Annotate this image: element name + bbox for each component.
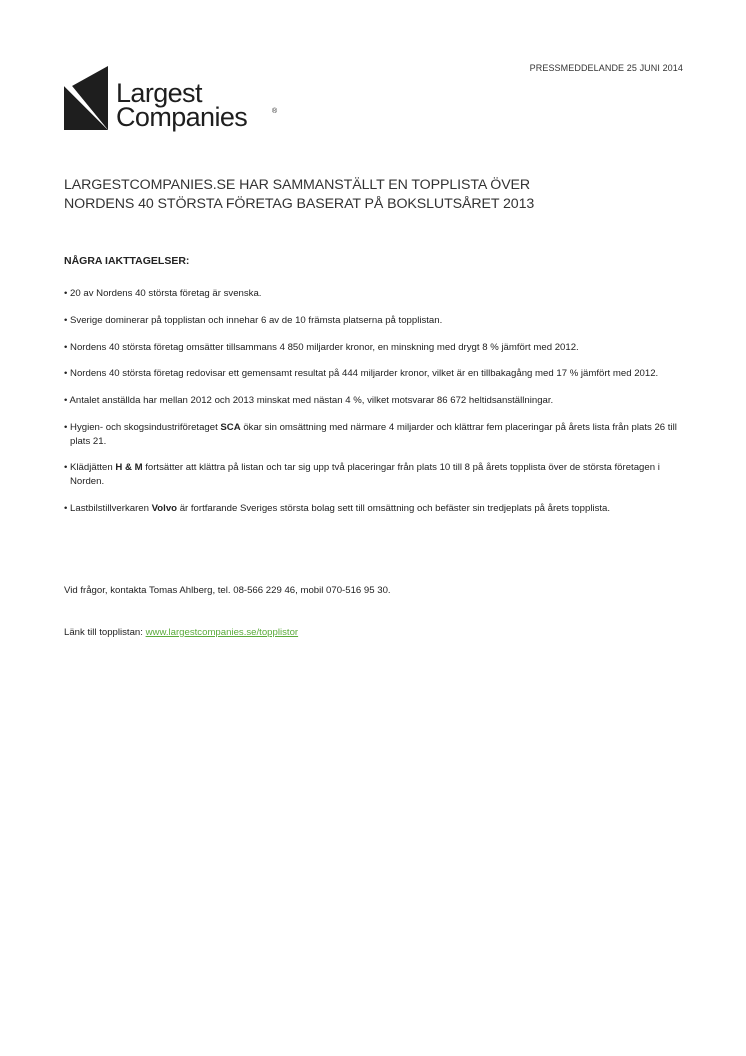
bullet-text: • Sverige dominerar på topplistan och innehar 6 av de 10 främsta platserna på topplistan. (64, 314, 443, 326)
toplist-link-label: Länk till topplistan: (64, 627, 146, 638)
largest-companies-logo (64, 64, 294, 132)
list-item (64, 421, 684, 448)
largest-companies-logo-icon (64, 64, 110, 130)
headline-line-2: NORDENS 40 STÖRSTA FÖRETAG BASERAT PÅ BOKSLUTSÅRET 2013 (64, 196, 535, 212)
list-item (64, 394, 684, 408)
press-release-date: PRESSMEDDELANDE 25 JUNI 2014 (529, 63, 683, 73)
bullet-text: • 20 av Nordens 40 största företag är svenska. (64, 288, 262, 299)
bullet-text: • Nordens 40 största företag redovisar ett gemensamt resultat på 444 miljarder kronor, vilket är en tillbakagång med 17 % jämfört med 2012. (64, 368, 659, 380)
company-name-hm: H & M (115, 462, 143, 474)
toplist-link[interactable]: www.largestcompanies.se/topplistor (145, 627, 299, 638)
headline-line-1: LARGESTCOMPANIES.SE HAR SAMMANSTÄLLT EN TOPPLISTA ÖVER (64, 177, 531, 193)
observations-list (64, 287, 684, 528)
registered-mark: ® (272, 108, 278, 115)
bullet-text: • Lastbilstillverkaren (64, 502, 152, 514)
list-item (64, 314, 684, 328)
list-item (64, 367, 684, 381)
list-item (64, 287, 684, 301)
bullet-text: • Antalet anställda har mellan 2012 och 2013 minskat med nästan 4 %, vilket motsvarar 86 672 heltidsanställningar. (64, 395, 554, 407)
bullet-text: • Klädjätten (64, 462, 116, 474)
headline (64, 176, 684, 214)
toplist-link-line (64, 627, 298, 638)
list-item (64, 341, 684, 355)
logo-word-companies: Companies (116, 102, 248, 132)
bullet-text: fortsätter att klättra på listan och tar sig upp två placeringar från plats 10 till 8 på årets topplista över de största företagen i Norden. (70, 462, 660, 487)
bullet-text: • Hygien- och skogsindustriföretaget (64, 421, 221, 433)
bullet-text: ökar sin omsättning med närmare 4 miljarder och klättrar fem placeringar på årets lista från plats 26 till plats 21. (70, 421, 677, 447)
logo-word-largest: Largest (116, 78, 202, 108)
observations-title: NÅGRA IAKTTAGELSER: (64, 255, 190, 267)
company-name-volvo: Volvo (151, 502, 178, 514)
bullet-text: • Nordens 40 största företag omsätter tillsammans 4 850 miljarder kronor, en minskning med drygt 8 % jämfört med 2012. (64, 341, 579, 353)
list-item (64, 502, 684, 516)
bullet-text: är fortfarande Sveriges största bolag sett till omsättning och befäster sin tredjeplats på årets topplista. (177, 502, 611, 514)
company-name-sca: SCA (220, 421, 241, 433)
contact-info: Vid frågor, kontakta Tomas Ahlberg, tel. 08-566 229 46, mobil 070-516 95 30. (64, 585, 391, 596)
list-item (64, 461, 684, 488)
